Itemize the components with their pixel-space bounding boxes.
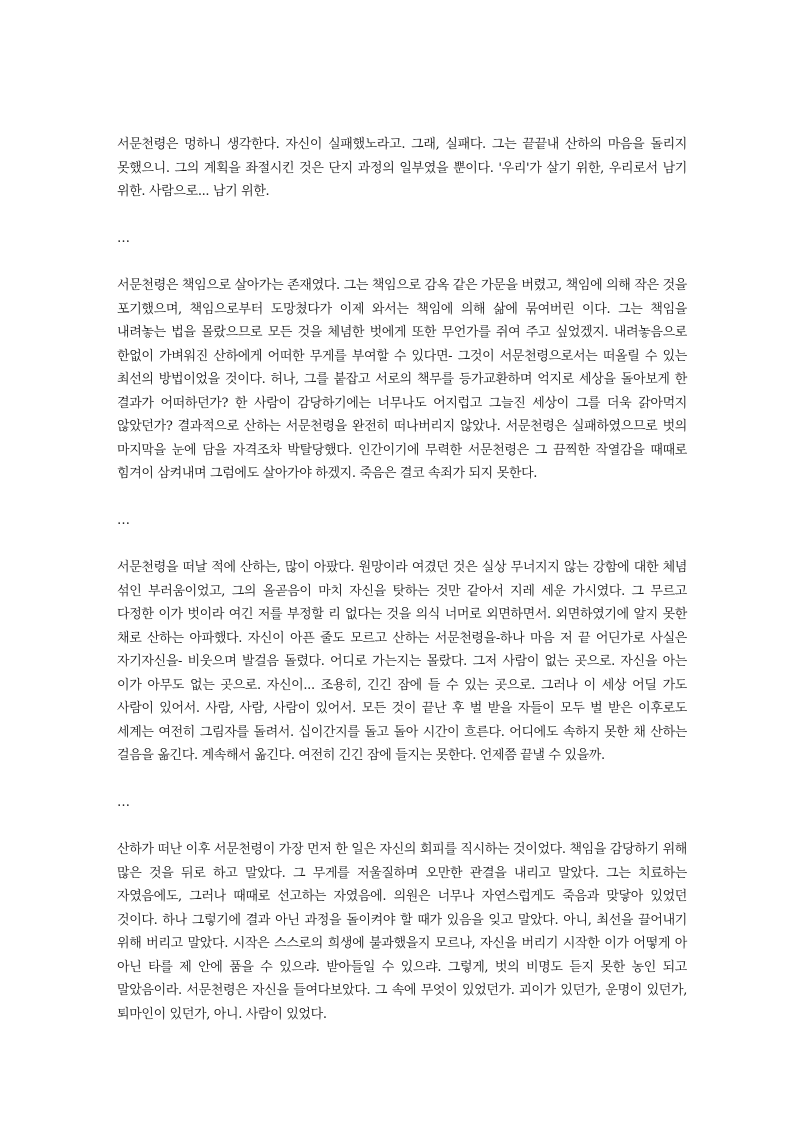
- paragraph-1: 서문천령은 멍하니 생각한다. 자신이 실패했노라고. 그래, 실패다. 그는 끝끝내 산하의 마음을 돌리지 못했으니. 그의 계획을 좌절시킨 것은 단지 과정의 일부였을 뿐이다. '우리'가 살기 위한, 우리로서 남기 위한. 사람으로... 남기 위한.: [117, 137, 687, 199]
- paragraph-4: 산하가 떠난 이후 서문천령이 가장 먼저 한 일은 자신의 회피를 직시하는 것이었다. 책임을 감당하기 위해 많은 것을 뒤로 하고 말았다. 그 무게를 저울질하며 오만한 관결을 내리고 말았다. 그는 치료하는 자였음에도, 그러나 때때로 선고하는 자였음에. 의원은 너무나 자연스럽게도 죽음과 맞닿아 있었던 것이다. 하나 그렇기에 결과 아닌 과정을 돌이켜야 할 때가 있음을 잊고 말았다. 아니, 최선을 끌어내기 위해 버리고 말았다. 시작은 스스로의 희생에 불과했을지 모르나, 자신을 버리기 시작한 이가 어떻게 아 아닌 타를 제 안에 품을 수 있으랴. 받아들일 수 있으랴. 그렇게, 벗의 비명도 듣지 못한 농인 되고 말았음이라. 서문천령은 자신을 들여다보았다. 그 속에 무엇이 있었던가. 괴이가 있던가, 운명이 있던가, 퇴마인이 있던가, 아니. 사람이 있었다.: [117, 842, 687, 1022]
- spacer: [117, 768, 687, 792]
- spacer: [117, 204, 687, 228]
- section-separator: …: [117, 513, 130, 528]
- spacer: [117, 533, 687, 557]
- document-body: [117, 133, 687, 1026]
- spacer: [117, 815, 687, 839]
- spacer: [117, 251, 687, 275]
- paragraph-3: 서문천령을 떠날 적에 산하는, 많이 아팠다. 원망이라 여겼던 것은 실상 무너지지 않는 강함에 대한 체념 섞인 부러움이었고, 그의 올곧음이 마치 자신을 탓하는 것만 같아서 지레 세운 가시였다. 그 무르고 다정한 이가 벗이라 여긴 저를 부정할 리 없다는 것을 의식 너머로 외면하면서. 외면하였기에 알지 못한 채로 산하는 아파했다. 자신이 아픈 줄도 모르고 산하는 서문천령을-하나 마음 저 끝 어딘가로 사실은 자기자신을- 비웃으며 발걸음 돌렸다. 어디로 가는지는 몰랐다. 그저 사람이 없는 곳으로. 자신을 아는 이가 아무도 없는 곳으로. 자신이... 조용히, 긴긴 잠에 들 수 있는 곳으로. 그러나 이 세상 어딜 가도 사람이 있어서. 사람, 사람, 사람이 있어서. 모든 것이 끝난 후 벌 받을 자들이 모두 벌 받은 이후로도 세계는 여전히 그림자를 돌려서. 십이간지를 돌고 돌아 시간이 흐른다. 어디에도 속하지 못한 채 산하는 걸음을 옮긴다. 계속해서 옮긴다. 여전히 긴긴 잠에 들지는 못한다. 언제쯤 끝낼 수 있을까.: [117, 560, 687, 763]
- section-separator: …: [117, 231, 130, 246]
- spacer: [117, 486, 687, 510]
- section-separator: …: [117, 795, 130, 810]
- paragraph-2: 서문천령은 책임으로 살아가는 존재였다. 그는 책임으로 감옥 같은 가문을 버렸고, 책임에 의해 작은 것을 포기했으며, 책임으로부터 도망쳤다가 이제 와서는 책임에 의해 삶에 묶여버린 이다. 그는 책임을 내려놓는 법을 몰랐으므로 모든 것을 체념한 벗에게 또한 무언가를 쥐여 주고 싶었겠지. 내려놓음으로 한없이 가벼워진 산하에게 어떠한 무게를 부여할 수 있다면- 그것이 서문천령으로서는 떠올릴 수 있는 최선의 방법이었을 것이다. 허나, 그를 붙잡고 서로의 책무를 등가교환하며 억지로 세상을 돌아보게 한 결과가 어떠하던가? 한 사람이 감당하기에는 너무나도 어지럽고 그늘진 세상이 그를 더욱 갉아먹지 않았던가? 결과적으로 산하는 서문천령을 완전히 떠나버리지 않았나. 서문천령은 실패하였으므로 벗의 마지막을 눈에 담을 자격조차 박탈당했다. 인간이기에 무력한 서문천령은 그 끔찍한 작열감을 때때로 힘겨이 삼켜내며 그럼에도 살아가야 하겠지. 죽음은 결코 속죄가 되지 못한다.: [117, 278, 687, 481]
